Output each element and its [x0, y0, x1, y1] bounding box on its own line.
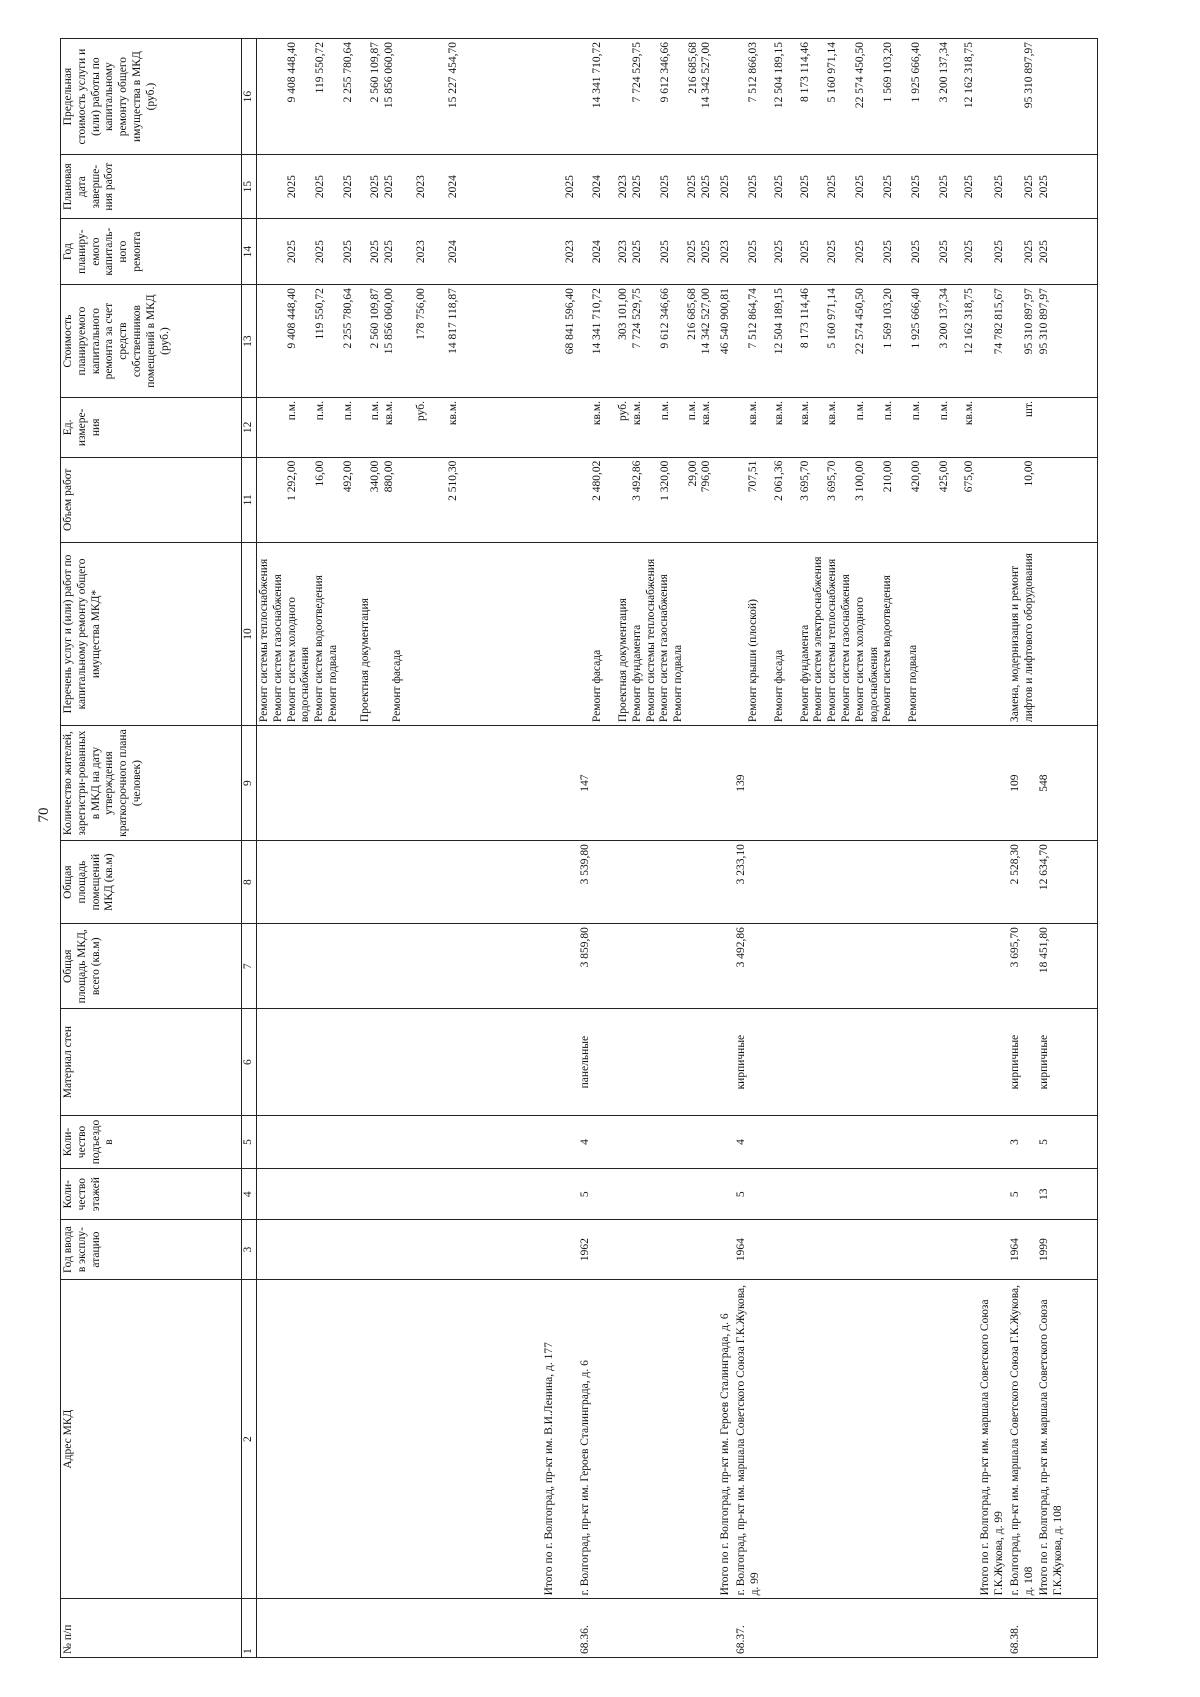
cost-value: 15 856 060,00: [383, 288, 396, 355]
header-cell: Стоимость планируемого капитального ремонта за счет средств собственников помещений в МКД (руб.): [61, 285, 242, 398]
build-year: 1964: [1008, 1220, 1038, 1280]
column-number: 12: [242, 398, 257, 458]
area-total: 3 492,86: [734, 924, 978, 1009]
date-value: 2025: [369, 175, 382, 199]
unit-value: кв.м.: [383, 401, 396, 426]
limits-cell: [257, 39, 542, 155]
volume-value: 3 695,70: [826, 460, 839, 501]
year-value: 2023: [414, 240, 427, 264]
work-item: Ремонт подвала: [672, 644, 685, 723]
column-number: 11: [242, 457, 257, 542]
costs-cell: [734, 285, 978, 398]
header-cell: Общая площадь МКД, всего (кв.м): [61, 924, 242, 1009]
total-address: Итого по г. Волгоград, пр-кт им. маршала Советского Союза Г.К.Жукова, д. 99: [978, 1279, 1008, 1599]
date-value: 2025: [854, 175, 867, 199]
year-value: 2025: [854, 240, 867, 264]
limit-value: 3 200 137,34: [937, 42, 950, 103]
entrances: 4: [578, 1115, 718, 1168]
unit-value: п.м.: [286, 401, 298, 421]
area-total: 18 451,80: [1037, 924, 1097, 1009]
cost-value: 7 512 864,74: [747, 288, 760, 349]
total-address: Итого по г. Волгоград, пр-кт им. Героев Сталинграда, д. 6: [718, 1279, 734, 1599]
year-value: 2025: [747, 240, 760, 264]
year-value: 2025: [963, 240, 976, 264]
limit-value: 5 160 971,14: [826, 42, 839, 103]
column-number: 10: [242, 542, 257, 725]
years-cell: [578, 219, 718, 285]
column-number: 13: [242, 285, 257, 398]
total-year: 2025: [542, 155, 579, 219]
volume-value: 3 695,70: [798, 460, 811, 501]
cost-value: 303 101,00: [617, 288, 630, 340]
entrances: 3: [1008, 1115, 1038, 1168]
wall-material: кирпичные: [1037, 1009, 1097, 1116]
limit-value: 2 560 109,87: [369, 42, 382, 103]
repair-plan-table: [60, 38, 1098, 1658]
header-cell: Плановая дата заверше-ния работ: [61, 155, 242, 219]
total-cost: 95 310 897,97: [1037, 285, 1097, 398]
years-cell: [734, 219, 978, 285]
volume-value: 340,00: [369, 460, 382, 493]
units-cell: [257, 398, 542, 458]
cost-value: 5 160 971,14: [826, 288, 839, 349]
volume-value: 2 510,30: [446, 460, 459, 501]
date-value: 2025: [383, 175, 396, 199]
column-number: 15: [242, 155, 257, 219]
cost-value: 12 162 318,75: [963, 288, 976, 355]
work-item: Ремонт систем холодного водоснабжения: [853, 596, 880, 723]
header-row: [61, 39, 242, 1658]
total-row: [1037, 39, 1097, 1658]
limit-value: 8 173 114,46: [798, 42, 811, 102]
volume-value: 492,00: [341, 460, 354, 493]
limit-value: 15 856 060,00: [383, 42, 396, 109]
limit-value: 119 550,72: [313, 42, 326, 94]
work-item: Ремонт систем холодного водоснабжения: [285, 596, 312, 723]
work-item: Ремонт систем газоснабжения: [840, 574, 853, 723]
column-number: 4: [242, 1169, 257, 1220]
column-number: 7: [242, 924, 257, 1009]
total-date: 2023: [542, 219, 579, 285]
header-cell: Год ввода в эксплу-атацию: [61, 1220, 242, 1280]
year-value: 2025: [286, 240, 298, 264]
row-address: г. Волгоград, пр-кт им. маршала Советского Союза Г.К.Жукова, д. 108: [1008, 1279, 1038, 1599]
year-value: 2025: [700, 240, 713, 264]
page-number: 70: [36, 807, 52, 823]
volume-value: 16,00: [313, 460, 326, 487]
total-address: Итого по г. Волгоград, пр-кт им. маршала Советского Союза Г.К.Жукова, д. 108: [1037, 1279, 1097, 1599]
unit-value: шт.: [1008, 398, 1038, 458]
total-year: 2025: [1037, 219, 1097, 285]
row-number: 68.38.: [1008, 1599, 1038, 1658]
floors: 5: [578, 1169, 718, 1220]
works-list: [734, 542, 978, 725]
row-number: 68.37.: [734, 1599, 978, 1658]
year-value: 2025: [798, 240, 811, 264]
unit-value: кв.м.: [772, 401, 785, 426]
column-number: 9: [242, 726, 257, 841]
date-value: 2024: [591, 175, 604, 199]
limit-value: 22 574 450,50: [854, 42, 867, 109]
cost-value: 1 925 666,40: [909, 288, 922, 349]
dates-cell: [734, 155, 978, 219]
date-value: 2025: [747, 175, 760, 199]
unit-value: руб.: [617, 401, 630, 421]
date-value: 2025: [937, 175, 950, 199]
date-value: 2025: [686, 175, 699, 199]
cost-value: 14 341 710,72: [591, 288, 604, 355]
cost-value: 3 200 137,34: [937, 288, 950, 349]
volume-value: 10,00: [1008, 457, 1038, 542]
column-number: 16: [242, 39, 257, 155]
works-list: [578, 542, 718, 725]
column-number: 5: [242, 1115, 257, 1168]
wall-material: кирпичные: [1008, 1009, 1038, 1116]
year-value: 2025: [630, 240, 643, 264]
table-row: [1008, 39, 1038, 1658]
work-item: Ремонт фундамента: [798, 624, 811, 723]
limit-value: 95 310 897,97: [1008, 39, 1038, 155]
cost-value: 9 612 346,66: [658, 288, 671, 349]
unit-value: кв.м.: [826, 401, 839, 426]
volumes-cell: [734, 457, 978, 542]
volume-value: 2 480,02: [591, 460, 604, 501]
year-value: 2025: [937, 240, 950, 264]
table-row: [734, 39, 978, 1658]
work-item: Замена, модернизация и ремонт лифтов и лифтового оборудования: [1008, 542, 1038, 725]
year-value: 2025: [1008, 219, 1038, 285]
work-item: Ремонт систем водоотведения: [313, 575, 326, 723]
year-value: 2023: [617, 240, 630, 264]
cost-value: 216 685,68: [686, 288, 699, 340]
volume-value: 420,00: [909, 460, 922, 493]
header-cell: № п/п: [61, 1599, 242, 1658]
volume-value: 880,00: [383, 460, 396, 493]
unit-value: руб.: [414, 401, 427, 421]
unit-value: п.м.: [341, 401, 354, 421]
floors: 5: [1008, 1169, 1038, 1220]
unit-value: п.м.: [686, 401, 699, 421]
header-cell: Коли-чество этажей: [61, 1169, 242, 1220]
cost-value: 119 550,72: [313, 288, 326, 340]
unit-value: кв.м.: [630, 401, 643, 426]
dates-cell: [257, 155, 542, 219]
volume-value: 1 320,00: [658, 460, 671, 501]
area-rooms: 3 233,10: [734, 841, 978, 924]
entrances: 4: [734, 1115, 978, 1168]
dates-cell: [578, 155, 718, 219]
cost-value: 7 724 529,75: [630, 288, 643, 349]
header-cell: Общая площадь помещений МКД (кв.м): [61, 841, 242, 924]
unit-value: п.м.: [882, 401, 895, 421]
area-total: 3 695,70: [1008, 924, 1038, 1009]
total-year: 2025: [978, 219, 1008, 285]
unit-value: п.м.: [909, 401, 922, 421]
years-cell: [257, 219, 542, 285]
limit-value: 14 341 710,72: [591, 42, 604, 109]
header-cell: Объем работ: [61, 457, 242, 542]
unit-value: кв.м.: [747, 401, 760, 426]
residents: 147: [578, 726, 718, 841]
date-value: 2025: [826, 175, 839, 199]
work-item: Ремонт систем газоснабжения: [271, 574, 284, 723]
column-number-row: [242, 39, 257, 1658]
column-number: 8: [242, 841, 257, 924]
date-value: 2024: [446, 175, 459, 199]
cost-value: 14 342 527,00: [700, 288, 713, 355]
header-cell: Адрес МКД: [61, 1279, 242, 1599]
work-item: Проектная документация: [358, 598, 371, 723]
units-cell: [578, 398, 718, 458]
rotated-page: [60, 38, 1200, 1658]
unit-value: п.м.: [854, 401, 867, 421]
volume-value: 2 061,36: [772, 460, 785, 501]
date-value: 2025: [341, 175, 354, 199]
total-address: Итого по г. Волгоград, пр-кт им. В.И.Ленина, д. 177: [542, 1279, 579, 1599]
total-date: 2025: [978, 155, 1008, 219]
row-number: 68.36.: [578, 1599, 718, 1658]
year-value: 2025: [686, 240, 699, 264]
build-year: 1964: [734, 1220, 978, 1280]
limit-value: 9 612 346,66: [658, 42, 671, 103]
area-total: 3 859,80: [578, 924, 718, 1009]
limit-value: 14 342 527,00: [700, 42, 713, 109]
works-list: [257, 542, 542, 725]
work-item: Ремонт фасада: [772, 649, 785, 723]
limit-value: 9 408 448,40: [286, 42, 298, 103]
work-item: Ремонт крыши (плоской): [747, 599, 760, 723]
work-item: Ремонт системы теплоснабжения: [258, 558, 270, 723]
cost-value: 12 504 189,15: [772, 288, 785, 355]
work-item: Ремонт систем водоотведения: [881, 575, 894, 723]
date-value: 2025: [909, 175, 922, 199]
volume-value: 796,00: [700, 460, 713, 493]
date-value: 2025: [963, 175, 976, 199]
date-value: 2025: [313, 175, 326, 199]
date-value: 2023: [617, 175, 630, 199]
header-cell: Материал стен: [61, 1009, 242, 1116]
cost-value: 178 756,00: [414, 288, 427, 340]
year-value: 2025: [882, 240, 895, 264]
volume-value: 1 292,00: [286, 460, 298, 501]
column-number: 1: [242, 1599, 257, 1658]
work-item: Ремонт фасада: [591, 649, 604, 723]
header-cell: Количество жителей, зарегистри-рованных в МКД на дату утверждения краткосрочного плана (человек): [61, 726, 242, 841]
cost-value: 14 817 118,87: [446, 288, 459, 354]
header-cell: Коли-чество подъездо в: [61, 1115, 242, 1168]
unit-value: кв.м.: [963, 401, 976, 426]
date-value: 2025: [798, 175, 811, 199]
date-value: 2025: [630, 175, 643, 199]
work-item: Ремонт подвала: [326, 644, 339, 723]
total-date: 2023: [718, 219, 734, 285]
unit-value: кв.м.: [446, 401, 459, 426]
unit-value: кв.м.: [591, 401, 604, 426]
area-rooms: 3 539,80: [578, 841, 718, 924]
limit-value: 216 685,68: [686, 42, 699, 94]
year-value: 2024: [446, 240, 459, 264]
volume-value: 3 100,00: [854, 460, 867, 501]
limit-value: 12 504 189,15: [772, 42, 785, 109]
build-year: 1962: [578, 1220, 718, 1280]
limit-value: 2 255 780,64: [341, 42, 354, 103]
floors: 5: [734, 1169, 978, 1220]
header-cell: Перечень услуг и (или) работ по капитальному ремонту общего имущества МКД*: [61, 542, 242, 725]
unit-value: п.м.: [313, 401, 326, 421]
header-cell: Предельная стоимость услуги и (или) работы по капитальному ремонту общего имущества в МКД (руб.): [61, 39, 242, 155]
year-value: 2025: [772, 240, 785, 264]
costs-cell: [578, 285, 718, 398]
limit-value: 7 724 529,75: [631, 42, 644, 103]
year-value: 2024: [591, 240, 604, 264]
year-value: 2025: [658, 240, 671, 264]
total-cost: 68 841 596,40: [542, 285, 579, 398]
work-item: Проектная документация: [617, 598, 630, 723]
date-value: 2025: [1008, 155, 1038, 219]
costs-cell: [257, 285, 542, 398]
units-cell: [734, 398, 978, 458]
row-address: г. Волгоград, пр-кт им. маршала Советского Союза Г.К.Жукова, д. 99: [734, 1279, 978, 1599]
area-rooms: 2 528,30: [1008, 841, 1038, 924]
area-rooms: 12 634,70: [1037, 841, 1097, 924]
total-row: [542, 39, 579, 1658]
unit-value: п.м.: [658, 401, 671, 421]
header-cell: Ед. измере-ния: [61, 398, 242, 458]
limit-value: 7 512 866,03: [747, 42, 760, 103]
table-row: [578, 39, 718, 1658]
limit-value: 1 569 103,20: [882, 42, 895, 103]
work-item: Ремонт системы теплоснабжения: [826, 558, 839, 723]
limit-value: 15 227 454,70: [446, 42, 459, 109]
cost-value: 2 560 109,87: [369, 288, 382, 349]
volume-value: 707,51: [747, 460, 760, 493]
cost-value: 95 310 897,97: [1008, 285, 1038, 398]
work-item: Ремонт фасада: [390, 649, 403, 723]
total-row: [718, 39, 734, 1658]
volume-value: 29,00: [686, 460, 699, 487]
limit-value: 1 925 666,40: [909, 42, 922, 103]
work-item: Ремонт системы теплоснабжения: [644, 558, 657, 723]
cost-value: 8 173 114,46: [798, 288, 811, 349]
cost-value: 22 574 450,50: [854, 288, 867, 355]
total-cost: 74 782 815,67: [978, 285, 1008, 398]
cost-value: 1 569 103,20: [882, 288, 895, 349]
column-number: 2: [242, 1279, 257, 1599]
volume-value: 210,00: [882, 460, 895, 493]
date-value: 2025: [882, 175, 895, 199]
wall-material: кирпичные: [734, 1009, 978, 1116]
cost-value: 9 408 448,40: [286, 288, 298, 349]
total-date: 2025: [1037, 155, 1097, 219]
build-year: 1999: [1037, 1220, 1097, 1280]
floors: 13: [1037, 1169, 1097, 1220]
date-value: 2025: [772, 175, 785, 199]
unit-value: п.м.: [937, 401, 950, 421]
entrances: 5: [1037, 1115, 1097, 1168]
header-cell: Год планиру-емого капиталь-ного ремонта: [61, 219, 242, 285]
table-row: [257, 39, 542, 1658]
unit-value: п.м.: [369, 401, 382, 421]
limit-value: 12 162 318,75: [963, 42, 976, 109]
date-value: 2025: [700, 175, 713, 199]
column-number: 3: [242, 1220, 257, 1280]
residents: 139: [734, 726, 978, 841]
total-year: 2025: [718, 155, 734, 219]
year-value: 2025: [369, 240, 382, 264]
volumes-cell: [257, 457, 542, 542]
date-value: 2023: [414, 175, 427, 199]
limits-cell: [578, 39, 718, 155]
work-item: Ремонт систем электроснабжения: [812, 556, 825, 723]
wall-material: панельные: [578, 1009, 718, 1116]
work-item: Ремонт подвала: [907, 644, 920, 723]
row-address: г. Волгоград, пр-кт им. Героев Сталинграда, д. 6: [578, 1279, 718, 1599]
residents: 109: [1008, 726, 1038, 841]
work-item: Ремонт систем газоснабжения: [658, 574, 671, 723]
residents: 548: [1037, 726, 1097, 841]
year-value: 2025: [341, 240, 354, 264]
work-item: Ремонт фундамента: [630, 624, 643, 723]
unit-value: кв.м.: [798, 401, 811, 426]
limits-cell: [734, 39, 978, 155]
volume-value: 675,00: [963, 460, 976, 493]
date-value: 2025: [286, 175, 298, 199]
volume-value: 425,00: [937, 460, 950, 493]
column-number: 6: [242, 1009, 257, 1116]
volume-value: 3 492,86: [631, 460, 644, 501]
year-value: 2025: [909, 240, 922, 264]
unit-value: кв.м.: [700, 401, 713, 426]
volumes-cell: [578, 457, 718, 542]
year-value: 2025: [383, 240, 396, 264]
cost-value: 2 255 780,64: [341, 288, 354, 349]
year-value: 2025: [313, 240, 326, 264]
date-value: 2025: [658, 175, 671, 199]
total-row: [978, 39, 1008, 1658]
total-cost: 46 540 900,81: [718, 285, 734, 398]
column-number: 14: [242, 219, 257, 285]
year-value: 2025: [826, 240, 839, 264]
